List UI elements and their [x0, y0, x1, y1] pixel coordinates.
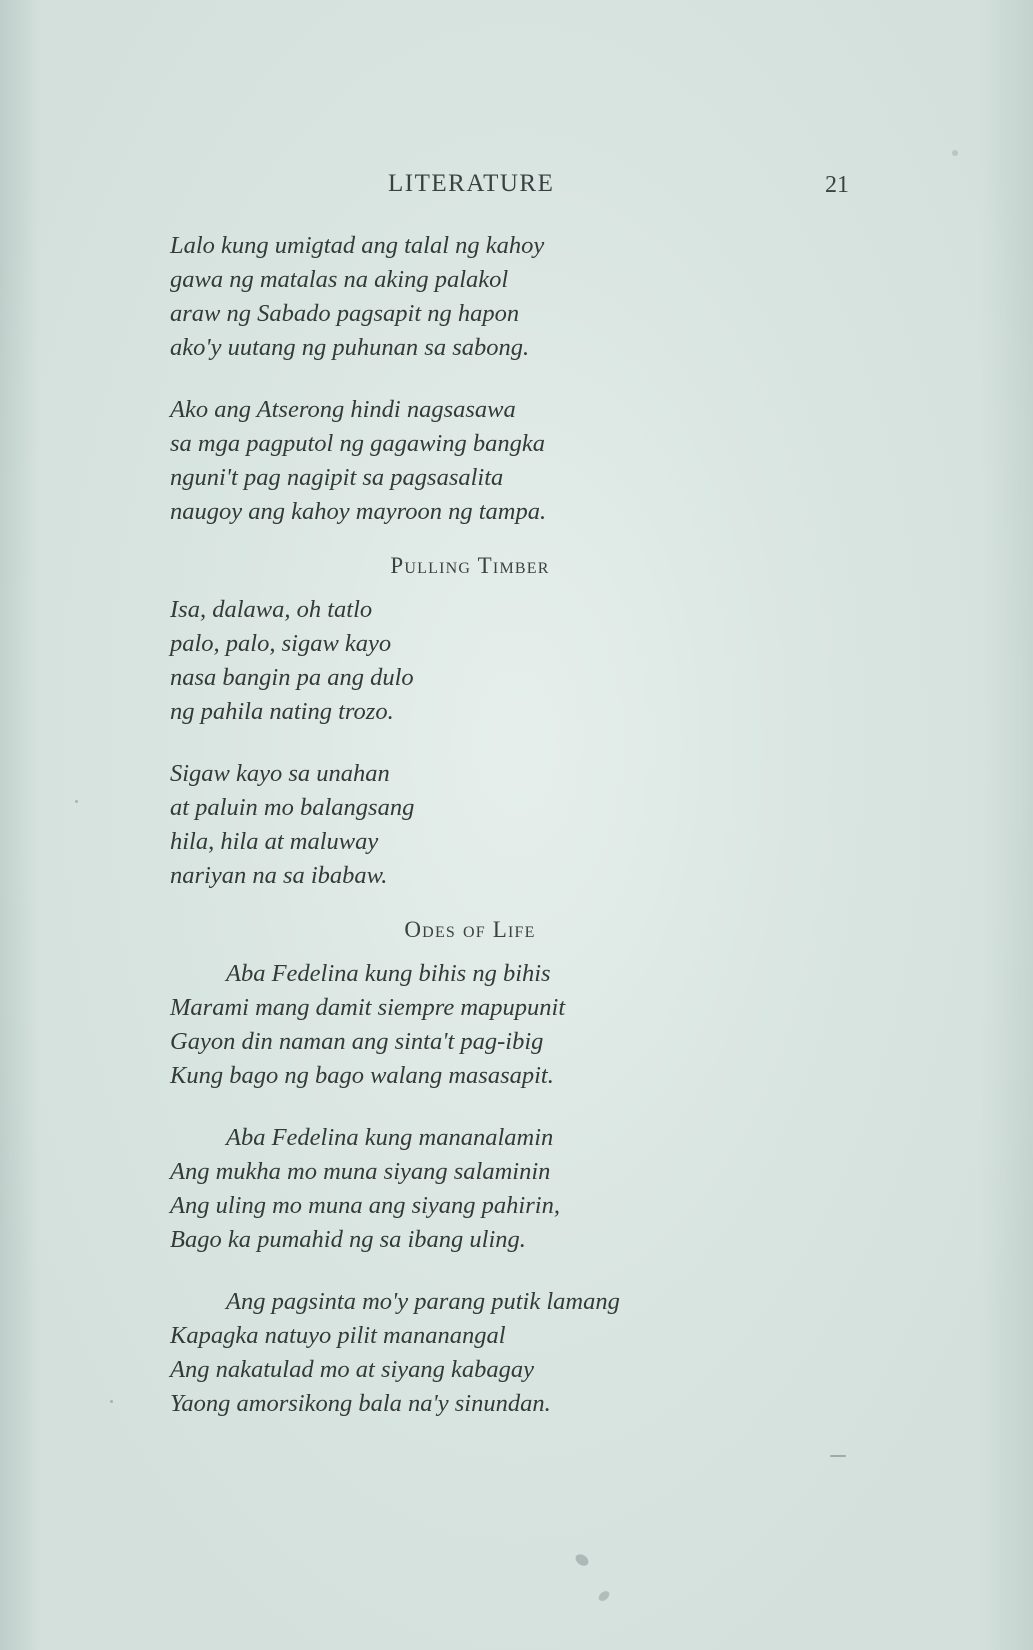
section-gap [170, 947, 870, 957]
stanza-gap [170, 1257, 870, 1285]
verse-line: Ang mukha mo muna siyang salaminin [170, 1158, 551, 1185]
section-title-odes-of-life: Odes of Life [404, 917, 536, 942]
paper-speck [573, 1552, 590, 1568]
section-gap [170, 893, 870, 913]
paper-speck [952, 150, 958, 156]
paper-speck [597, 1589, 611, 1603]
stanza-gap [170, 1093, 870, 1121]
verse-line: naugoy ang kahoy mayroon ng tampa. [170, 498, 547, 525]
section-gap [170, 583, 870, 593]
stanza [170, 1121, 870, 1257]
verse-line: Marami mang damit siempre mapupunit [170, 994, 566, 1021]
stanza [170, 393, 870, 529]
verse-line: Kapagka natuyo pilit mananangal [170, 1322, 506, 1349]
stanza [170, 757, 870, 893]
verse-line: Sigaw kayo sa unahan [170, 760, 390, 787]
verse-line: Kung bago ng bago walang masasapit. [170, 1062, 554, 1089]
verse-line: nguni't pag nagipit sa pagsasalita [170, 464, 504, 491]
verse-line: hila, hila at maluway [170, 828, 379, 855]
verse-line: Ang uling mo muna ang siyang pahirin, [170, 1192, 560, 1219]
verse-line: palo, palo, sigaw kayo [170, 630, 392, 657]
page-header [0, 170, 1033, 204]
verse-line: Ako ang Atserong hindi nagsasawa [170, 396, 516, 423]
verse-line: Ang pagsinta mo'y parang putik lamang [226, 1288, 620, 1315]
section-title-pulling-timber: Pulling Timber [390, 553, 550, 578]
verse-line: sa mga pagputol ng gagawing bangka [170, 430, 545, 457]
stanza [170, 957, 870, 1093]
stanza [170, 229, 870, 365]
verse-line: ako'y uutang ng puhunan sa sabong. [170, 334, 530, 361]
verse-line: Lalo kung umigtad ang talal ng kahoy [170, 232, 545, 259]
verse-line: nasa bangin pa ang dulo [170, 664, 414, 691]
poem-body [170, 229, 870, 1421]
verse-line: Isa, dalawa, oh tatlo [170, 596, 373, 623]
verse-line: araw ng Sabado pagsapit ng hapon [170, 300, 520, 327]
verse-line: Ang nakatulad mo at siyang kabagay [170, 1356, 535, 1383]
paper-speck [110, 1400, 113, 1403]
stanza [170, 593, 870, 729]
paper-speck [75, 800, 78, 803]
stanza [170, 1285, 870, 1421]
paper-speck [830, 1455, 846, 1457]
section-gap [170, 529, 870, 549]
verse-line: Gayon din naman ang sinta't pag-ibig [170, 1028, 544, 1055]
verse-line: ng pahila nating trozo. [170, 698, 394, 725]
stanza-gap [170, 365, 870, 393]
stanza-gap [170, 729, 870, 757]
verse-line: at paluin mo balangsang [170, 794, 415, 821]
verse-line: Aba Fedelina kung mananalamin [226, 1124, 554, 1151]
verse-line: Yaong amorsikong bala na'y sinundan. [170, 1390, 551, 1417]
verse-line: gawa ng matalas na aking palakol [170, 266, 509, 293]
verse-line: nariyan na sa ibabaw. [170, 862, 388, 889]
page-number: 21 [825, 172, 849, 198]
verse-line: Aba Fedelina kung bihis ng bihis [226, 960, 551, 987]
running-head: LITERATURE [388, 170, 555, 197]
verse-line: Bago ka pumahid ng sa ibang uling. [170, 1226, 526, 1253]
